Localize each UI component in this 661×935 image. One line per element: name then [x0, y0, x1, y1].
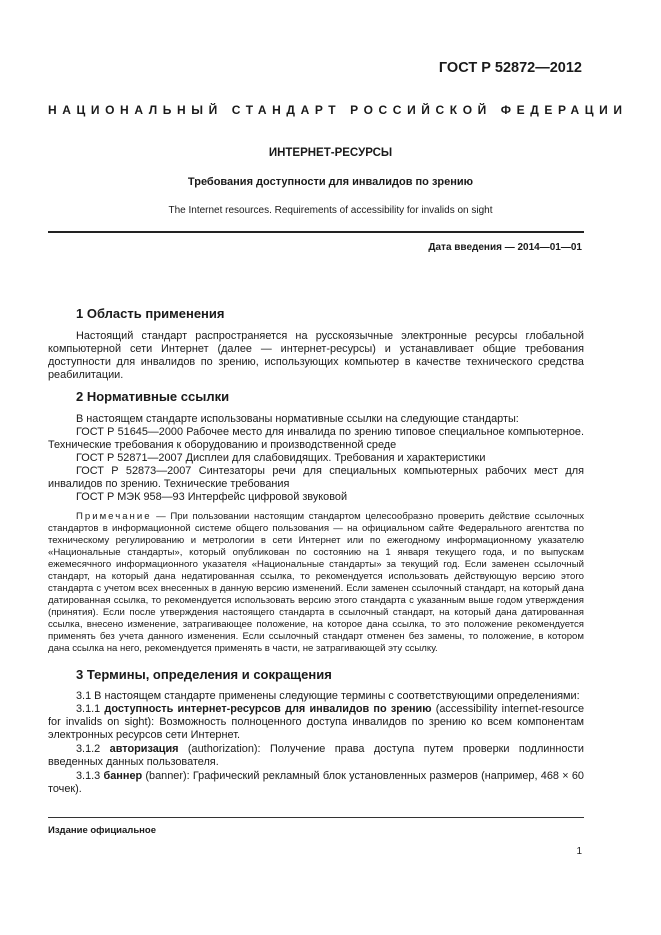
section-3-intro: 3.1 В настоящем стандарте применены следующие термины с соответствующими определениями:	[76, 690, 580, 702]
section-2-heading: 2 Нормативные ссылки	[76, 389, 230, 404]
english-title: The Internet resources. Requirements of accessibility for invalids on sight	[168, 205, 493, 216]
title-divider	[48, 231, 584, 233]
reference-item: ГОСТ Р 52871—2007 Дисплеи для слабовидящих. Требования и характеристики	[76, 452, 486, 464]
term-name: авторизация	[109, 743, 179, 755]
document-subtitle: Требования доступности для инвалидов по зрению	[187, 176, 474, 188]
page-number: 1	[576, 846, 582, 857]
section-1-heading: 1 Область применения	[76, 306, 225, 321]
section-2-note	[48, 511, 584, 655]
term-name: доступность интернет-ресурсов для инвалидов по зрению	[104, 703, 432, 715]
term-entry: 3.1.2 авторизация (authorization): Получение права доступа путем проверки подлинности введенных данных пользователя.	[48, 743, 584, 768]
introduction-date: Дата введения — 2014—01—01	[428, 242, 582, 253]
reference-item: ГОСТ Р 51645—2000 Рабочее место для инвалида по зрению типовое специальное компьютерное. Технические требования к оборудованию и производственной среде	[48, 426, 584, 451]
note-text: — При пользовании настоящим стандартом целесообразно проверить действие ссылочных стандартов в информационной системе общего пользования — на официальном сайте Федерального агентства по техническому регулированию и метрологии в сети Интернет или по ежегодному информационному указателю «Национальные стандарты», который опубликован по состоянию на 1 января текущего года, и по выпускам ежемесячного информационного указателя «Национальные стандарты» за текущий год. Если заменен ссылочный стандарт, на который дана недатированная ссылка, то рекомендуется использовать действующую версию этого стандарта с учетом всех внесенных в данную версию изменений. Если заменен ссылочный стандарт, на который дана датированная ссылка, то рекомендуется использовать версию этого стандарта с указанным выше годом утверждения (принятия). Если после утверждения настоящего стандарта в ссылочный стандарт, на который дана датированная ссылка, внесено изменение, затрагивающее положение, на которое дана ссылка, то это положение рекомендуется применять без учета данного изменения. Если ссылочный стандарт отменен без замены, то положение, в котором дана ссылка на него, рекомендуется применять в части, не затрагивающей эту ссылку.	[48, 511, 584, 654]
national-standard-line: НАЦИОНАЛЬНЫЙ СТАНДАРТ РОССИЙСКОЙ ФЕДЕРАЦИИ	[48, 103, 628, 117]
section-3-heading: 3 Термины, определения и сокращения	[76, 667, 332, 682]
term-entry: 3.1.1 доступность интернет-ресурсов для инвалидов по зрению (accessibility internet-resource for invalids on sight): Возможность полноценного доступа инвалидов по зрению ко всем компонентам электронных ресурсов сети Интернет.	[48, 703, 584, 741]
official-edition: Издание официальное	[48, 825, 156, 836]
standard-code: ГОСТ Р 52872—2012	[438, 60, 582, 76]
reference-item: ГОСТ Р 52873—2007 Синтезаторы речи для специальных компьютерных рабочих мест для инвалидов по зрению. Технические требования	[48, 465, 584, 490]
section-2-intro: В настоящем стандарте использованы нормативные ссылки на следующие стандарты:	[76, 413, 519, 425]
reference-item: ГОСТ Р МЭК 958—93 Интерфейс цифровой звуковой	[76, 491, 348, 503]
footer-divider	[48, 817, 584, 818]
document-title: ИНТЕРНЕТ-РЕСУРСЫ	[268, 147, 393, 159]
note-label: Примечание	[76, 511, 152, 522]
term-entry: 3.1.3 баннер (banner): Графический рекламный блок установленных размеров (например, 468 × 60 точек).	[48, 770, 584, 795]
section-1-text: Настоящий стандарт распространяется на русскоязычные электронные ресурсы глобальной компьютерной сети Интернет (далее — интернет-ресурсы) и устанавливает общие требования доступности для инвалидов по зрению, использующих компьютер в качестве технического средства реабилитации.	[48, 330, 584, 381]
term-name: баннер	[103, 770, 143, 782]
